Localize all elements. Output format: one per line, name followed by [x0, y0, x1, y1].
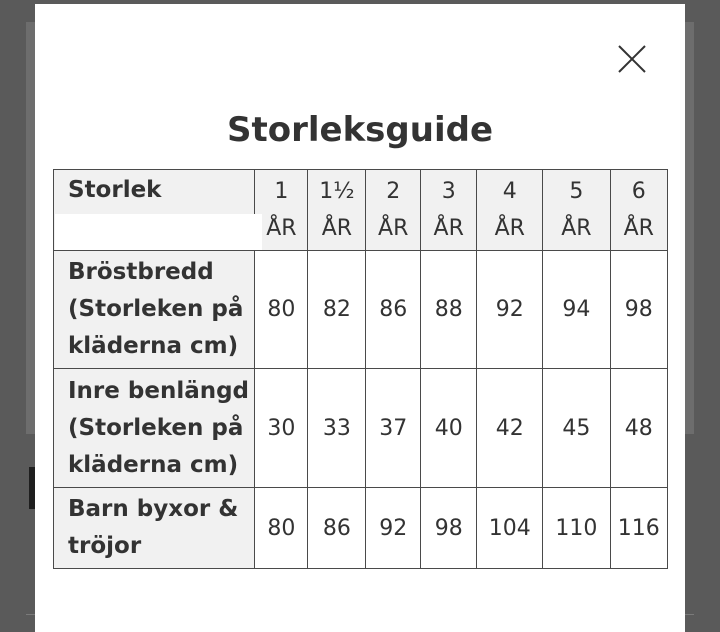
- table-cell: 80: [255, 488, 308, 569]
- table-row: [54, 251, 668, 369]
- table-cell: 80: [255, 251, 308, 369]
- size-column-header: [477, 170, 543, 251]
- table-cell: 82: [308, 251, 366, 369]
- table-row: [54, 488, 668, 569]
- size-header-label: [54, 170, 255, 251]
- table-cell: 92: [477, 251, 543, 369]
- size-unit: ÅR: [561, 216, 592, 241]
- size-value: 1: [274, 179, 289, 204]
- table-cell: 42: [477, 369, 543, 488]
- table-cell: 48: [610, 369, 667, 488]
- table-row: [54, 369, 668, 488]
- header-label-gap: [55, 214, 262, 250]
- size-unit: ÅR: [378, 216, 409, 241]
- row-label: Inre benlängd (Storleken på kläderna cm): [54, 369, 255, 488]
- size-unit: ÅR: [433, 216, 464, 241]
- row-label: Bröstbredd (Storleken på kläderna cm): [54, 251, 255, 369]
- table-cell: 88: [421, 251, 477, 369]
- table-cell: 98: [421, 488, 477, 569]
- modal-title: Storleksguide: [226, 110, 494, 150]
- close-button[interactable]: [611, 38, 653, 80]
- size-column-header: [366, 170, 421, 251]
- size-column-header: [421, 170, 477, 251]
- table-cell: 33: [308, 369, 366, 488]
- size-column-header: [308, 170, 366, 251]
- table-cell: 40: [421, 369, 477, 488]
- size-column-header: [610, 170, 667, 251]
- table-cell: 30: [255, 369, 308, 488]
- size-header-row: [54, 170, 668, 251]
- size-value: 6: [631, 179, 646, 204]
- size-unit: ÅR: [266, 216, 297, 241]
- close-icon: [611, 38, 653, 80]
- size-value: 5: [569, 179, 584, 204]
- size-table: [53, 169, 668, 569]
- size-table-scroll[interactable]: [53, 169, 668, 574]
- table-cell: 94: [543, 251, 610, 369]
- table-cell: 86: [366, 251, 421, 369]
- size-value: 2: [386, 179, 401, 204]
- table-cell: 104: [477, 488, 543, 569]
- size-unit: ÅR: [623, 216, 654, 241]
- size-column-header: [255, 170, 308, 251]
- size-header-text: Storlek: [68, 177, 162, 203]
- table-cell: 98: [610, 251, 667, 369]
- table-cell: 45: [543, 369, 610, 488]
- size-unit: ÅR: [494, 216, 525, 241]
- table-cell: 110: [543, 488, 610, 569]
- table-cell: 116: [610, 488, 667, 569]
- row-label: Barn byxor & tröjor: [54, 488, 255, 569]
- size-guide-modal: [35, 4, 685, 632]
- size-column-header: [543, 170, 610, 251]
- table-cell: 86: [308, 488, 366, 569]
- table-cell: 92: [366, 488, 421, 569]
- size-value: 4: [502, 179, 517, 204]
- table-cell: 37: [366, 369, 421, 488]
- size-unit: ÅR: [321, 216, 353, 241]
- size-value: 3: [441, 179, 456, 204]
- size-value: 1½: [319, 179, 355, 204]
